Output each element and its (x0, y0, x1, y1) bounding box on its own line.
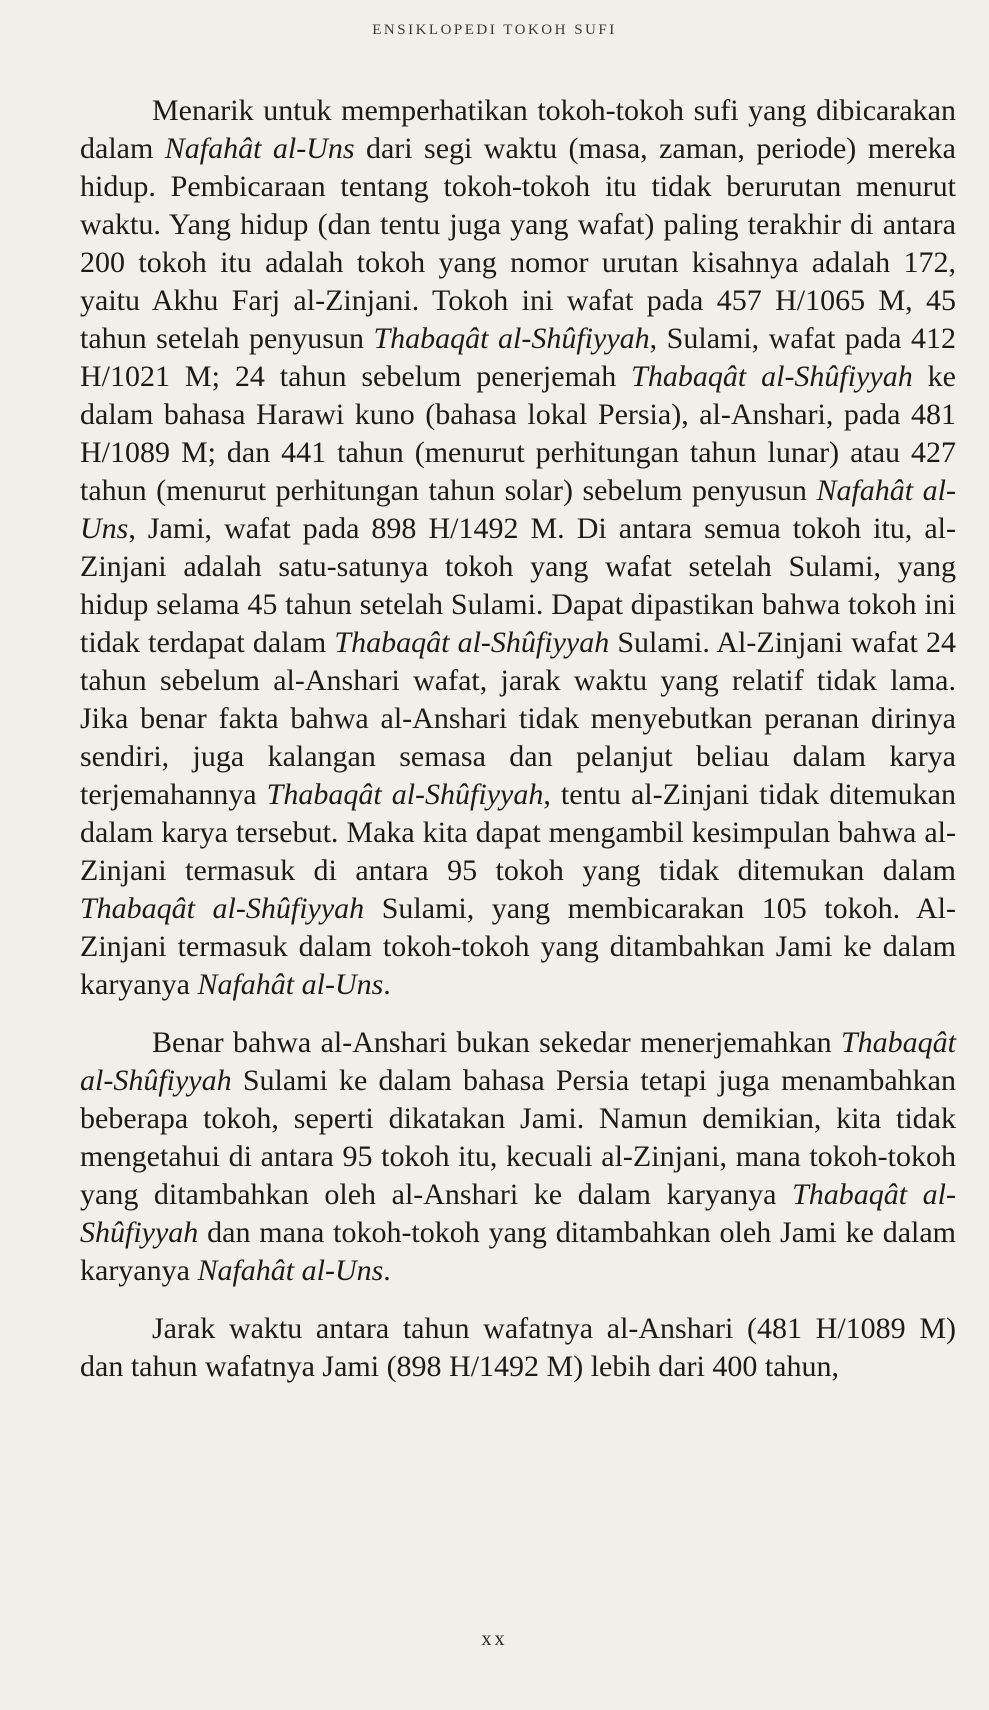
italic-title: Thabaqât al-Shûfiyyah (334, 626, 610, 659)
italic-title: Nafahât al-Uns (80, 474, 956, 545)
italic-title: Nafahât al-Uns (164, 132, 355, 165)
text-run: . (383, 968, 391, 1001)
italic-title: Thabaqât al-Shûfiyyah (631, 360, 913, 393)
text-run: Sulami ke dalam bahasa Persia tetapi juga menambahkan beberapa tokoh, seperti dikatakan Jami. Namun demikian, kita tidak mengetahui di antara 95 tokoh itu, kecuali al-Zinjani, mana tokoh-tokoh yang ditambahkan oleh al-Anshari ke dalam karyanya (80, 1064, 956, 1211)
text-run: , Sulami, wafat pada 412 H/1021 M; 24 tahun sebelum penerjemah (80, 322, 956, 393)
italic-title: Thabaqât al-Shûfiyyah (266, 778, 544, 811)
text-run: Sulami. Al-Zinjani wafat 24 tahun sebelum al-Anshari wafat, jarak waktu yang relatif tidak lama. Jika benar fakta bahwa al-Anshari tidak menyebutkan peranan dirinya sendiri, juga kalangan semasa dan pelanjut beliau dalam karya terjemahannya (80, 626, 956, 811)
text-run: Menarik untuk memperhatikan tokoh-tokoh sufi yang dibicarakan dalam (80, 94, 956, 165)
text-run: , tentu al-Zinjani tidak ditemukan dalam karya tersebut. Maka kita dapat mengambil kesimpulan bahwa al-Zinjani termasuk di antara 95 tokoh yang tidak ditemukan dalam (80, 778, 956, 887)
text-run: Benar bahwa al-Anshari bukan sekedar menerjemahkan (152, 1026, 841, 1059)
italic-title: Thabaqât al-Shûfiyyah (80, 1178, 956, 1249)
italic-title: Nafahât al-Uns (197, 1254, 384, 1287)
paragraph-1 (80, 92, 956, 1004)
paragraph-3 (80, 1310, 956, 1386)
paragraph-2 (80, 1024, 956, 1290)
text-run: Sulami, yang membicarakan 105 tokoh. Al-Zinjani termasuk dalam tokoh-tokoh yang ditambahkan Jami ke dalam karyanya (80, 892, 956, 1001)
text-run: Jarak waktu antara tahun wafatnya al-Anshari (481 H/1089 M) dan tahun wafatnya Jami (898 H/1492 M) lebih dari 400 tahun, (80, 1312, 956, 1383)
running-header: ENSIKLOPEDI TOKOH SUFI (372, 22, 617, 38)
page-number: xx (481, 1628, 508, 1650)
italic-title: Nafahât al-Uns (197, 968, 384, 1001)
italic-title: Thabaqât al-Shûfiyyah (80, 892, 365, 925)
body-text (80, 92, 956, 1386)
italic-title: Thabaqât al-Shûfiyyah (80, 1026, 956, 1097)
text-run: ke dalam bahasa Harawi kuno (bahasa lokal Persia), al-Anshari, pada 481 H/1089 M; dan 441 tahun (menurut perhitungan tahun lunar) atau 427 tahun (menurut perhitungan tahun solar) sebelum penyusun (80, 360, 956, 507)
italic-title: Thabaqât al-Shûfiyyah (373, 322, 650, 355)
text-run: dan mana tokoh-tokoh yang ditambahkan oleh Jami ke dalam karyanya (80, 1216, 956, 1287)
text-run: . (383, 1254, 391, 1287)
text-run: dari segi waktu (masa, zaman, periode) mereka hidup. Pembicaraan tentang tokoh-tokoh itu tidak berurutan menurut waktu. Yang hidup (dan tentu juga yang wafat) paling terakhir di antara 200 tokoh itu adalah tokoh yang nomor urutan kisahnya adalah 172, yaitu Akhu Farj al-Zinjani. Tokoh ini wafat pada 457 H/1065 M, 45 tahun setelah penyusun (80, 132, 956, 355)
text-run: , Jami, wafat pada 898 H/1492 M. Di antara semua tokoh itu, al-Zinjani adalah satu-satunya tokoh yang wafat setelah Sulami, yang hidup selama 45 tahun setelah Sulami. Dapat dipastikan bahwa tokoh ini tidak terdapat dalam (80, 512, 956, 659)
